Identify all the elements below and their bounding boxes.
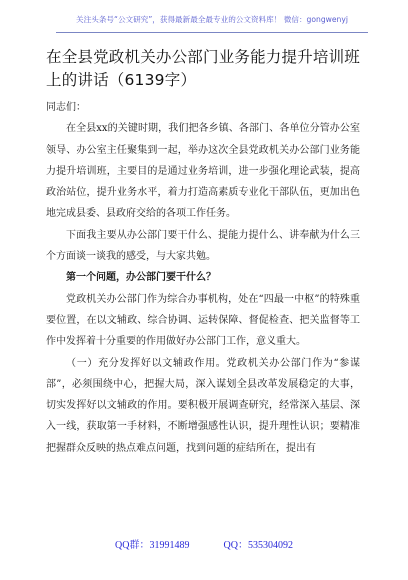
paragraph: 党政机关办公部门作为综合办事机构，处在“四最一中枢”的特殊重要位置，在以文辅政、综合协调、运转保障、督促检查、把关监督等工作中发挥着十分重要的作用做好办公部门工作，意义重大。	[46, 293, 360, 348]
salutation: 同志们：	[46, 102, 86, 113]
footer	[0, 536, 408, 556]
paragraph: （一）充分发挥好以文辅政作用。党政机关办公部门作为“参谋部”，必须围绕中心，把握大局，深入谋划全县改革发展稳定的大事，切实发挥好以文辅政的作用。要积极开展调查研究，经常深入基层、深入一线，获取第一手材料，不断增强感性认识，提升理性认识；要精准把握群众反映的热点难点问题，找到问题的症结所在，提出有	[46, 357, 360, 454]
header-banner-text: 关注头条号“公文研究”，获得最新最全最专业的公文资料库！ 微信：gongwenyj	[76, 14, 348, 24]
footer-qq: QQ：535304092	[223, 540, 293, 551]
footer-qq-group: QQ群：31991489	[115, 540, 190, 551]
header-banner	[56, 6, 368, 33]
document-body	[46, 97, 360, 459]
paragraph: 下面我主要从办公部门要干什么、提能力提什么、讲奉献为什么三个方面谈一谈我的感受，与大家共勉。	[46, 229, 360, 263]
paragraph: 在全县xx的关键时期，我们把各乡镇、各部门、各单位分管办公室领导、办公室主任聚集到一起，举办这次全县党政机关办公部门业务能力提升培训班，主要目的是通过业务培训，进一步强化理论武装，提高政治站位，提升业务水平，着力打造高素质专业化干部队伍，更加出色地完成县委、县政府交给的各项工作任务。	[46, 123, 360, 220]
document-title: 在全县党政机关办公部门业务能力提升培训班上的讲话（6139字）	[46, 48, 361, 89]
section-heading: 第一个问题，办公部门要干什么？	[66, 272, 216, 284]
